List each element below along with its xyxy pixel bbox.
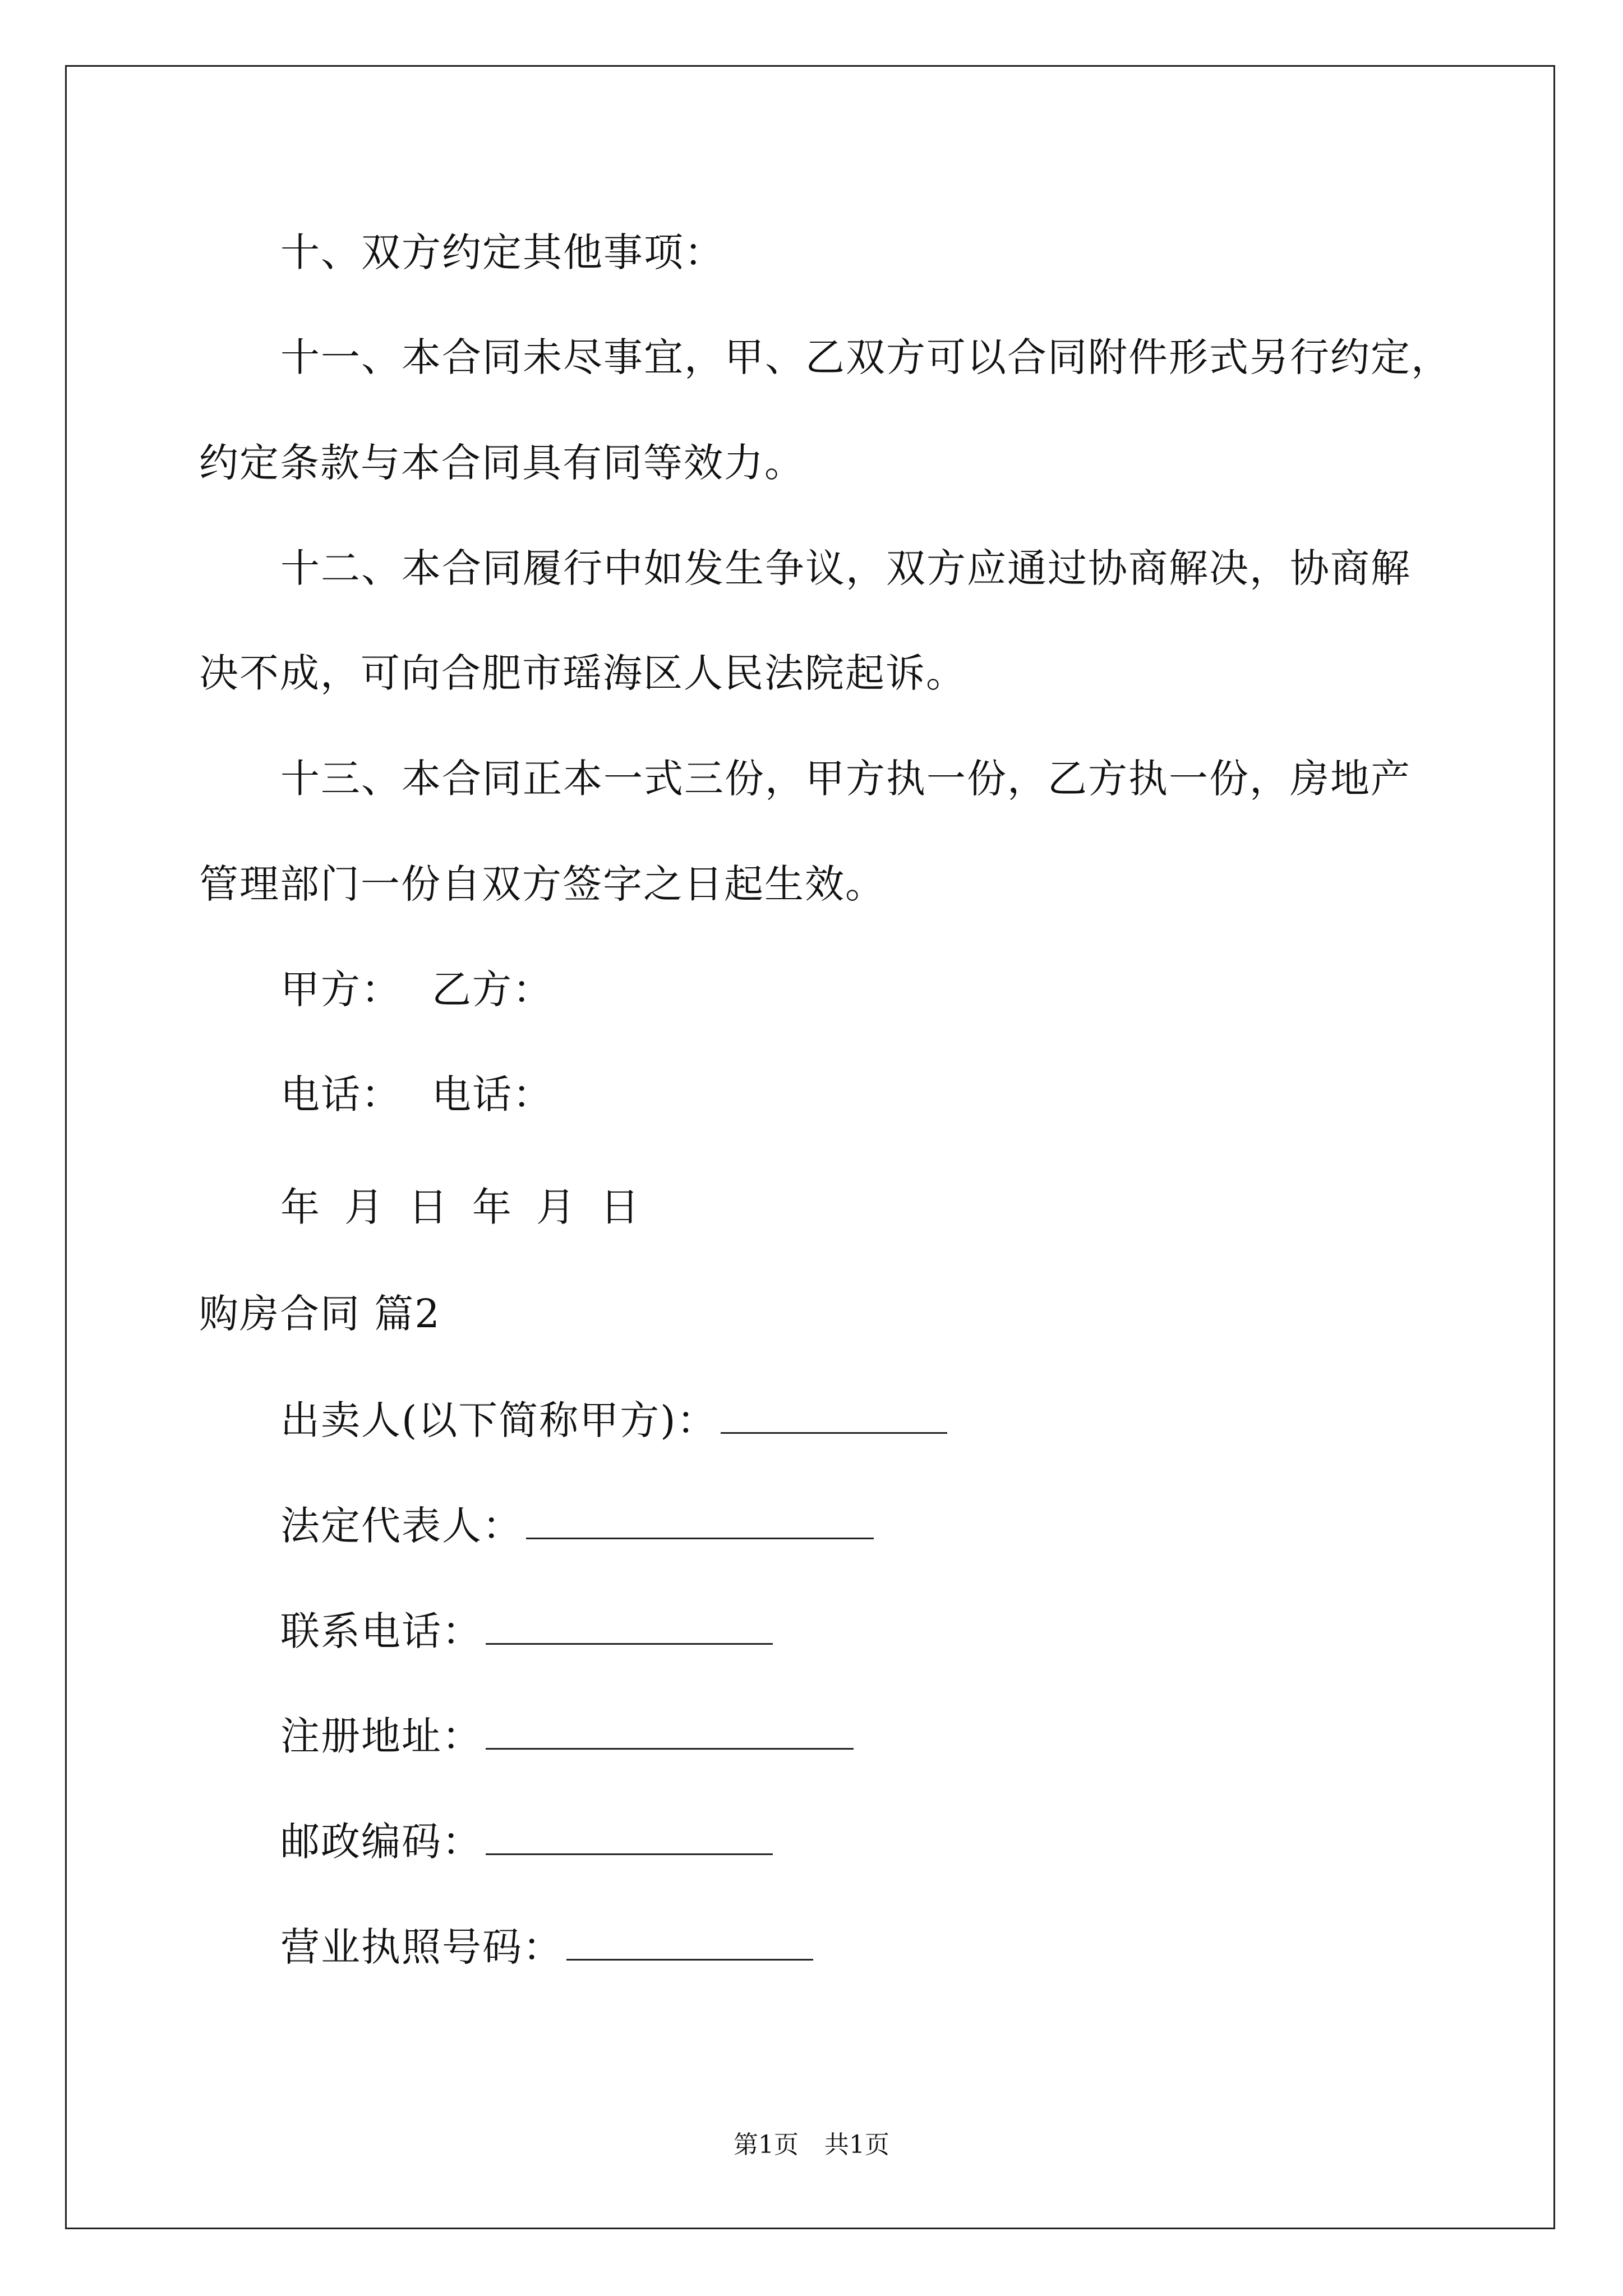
clause-11-line-1: 十一、本合同未尽事宜，甲、乙双方可以合同附件形式另行约定， [280, 334, 1451, 380]
page-border [65, 65, 1555, 2229]
date-b-year: 年 [472, 1184, 513, 1230]
date-a-day: 日 [408, 1184, 449, 1230]
signature-phones [280, 1071, 553, 1117]
field-phone-label: 联系电话： [280, 1608, 482, 1654]
field-address-blank[interactable] [486, 1743, 854, 1750]
party-b-label: 乙方： [432, 967, 553, 1013]
field-phone-blank[interactable] [486, 1639, 773, 1645]
clause-13-line-2: 管理部门一份自双方签字之日起生效。 [199, 861, 886, 907]
section-title: 购房合同 篇2 [199, 1291, 441, 1337]
field-address [280, 1713, 854, 1759]
party-a-label: 甲方： [280, 967, 402, 1013]
page-footer [0, 2133, 1623, 2157]
field-phone [280, 1608, 773, 1654]
field-address-label: 注册地址： [280, 1713, 482, 1759]
field-license [280, 1924, 813, 1970]
field-legal-rep [280, 1503, 874, 1549]
field-legal-rep-blank[interactable] [526, 1533, 874, 1539]
field-postcode-label: 邮政编码： [280, 1819, 482, 1865]
page-total: 共1页 [824, 2131, 889, 2159]
date-a-month: 月 [344, 1184, 385, 1230]
field-legal-rep-label: 法定代表人： [280, 1503, 523, 1549]
clause-11-line-2: 约定条款与本合同具有同等效力。 [199, 440, 805, 486]
date-b-month: 月 [536, 1184, 577, 1230]
field-license-label: 营业执照号码： [280, 1924, 563, 1970]
field-postcode-blank[interactable] [486, 1849, 773, 1855]
phone-a-label: 电话： [280, 1071, 402, 1117]
field-seller-label: 出卖人(以下简称甲方)： [280, 1397, 717, 1443]
signature-parties [280, 967, 553, 1013]
field-license-blank[interactable] [566, 1954, 813, 1961]
field-seller-blank[interactable] [721, 1428, 947, 1434]
page-current: 第1页 [734, 2131, 799, 2159]
clause-12-line-1: 十二、本合同履行中如发生争议，双方应通过协商解决，协商解 [280, 545, 1411, 591]
clause-13-line-1: 十三、本合同正本一式三份，甲方执一份，乙方执一份，房地产 [280, 756, 1411, 802]
field-postcode [280, 1819, 773, 1865]
phone-b-label: 电话： [432, 1071, 553, 1117]
date-b-day: 日 [600, 1184, 640, 1230]
date-a-year: 年 [280, 1184, 321, 1230]
field-seller [280, 1397, 947, 1443]
clause-12-line-2: 决不成，可向合肥市瑶海区人民法院起诉。 [199, 650, 966, 696]
clause-10: 十、双方约定其他事项： [280, 229, 725, 275]
signature-dates [280, 1184, 640, 1230]
